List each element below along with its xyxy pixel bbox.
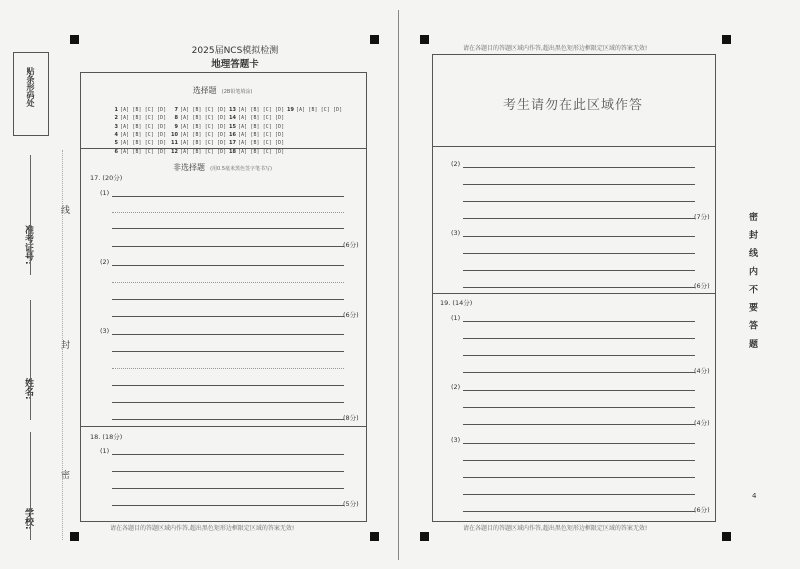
choice-title-row [80,78,365,97]
seal-line-char: 密 [59,470,69,479]
answer-line [463,218,695,219]
choice-options[interactable]: [A] [B] [C] [D] [238,116,285,122]
right-margin-seal-text: 密 封 线 内 不 要 答 题 [747,212,757,351]
q19-label: 19. (14分) [440,299,473,307]
answer-line [463,270,695,271]
answer-line [112,196,344,197]
divider [80,148,366,149]
q17-label: 17. (20分) [90,174,123,182]
answer-line [112,265,344,266]
answer-line [463,477,695,478]
q18-part2-label: (2) [451,160,461,168]
nonchoice-note: (用0.5毫米黑色签字笔书写) [210,166,272,172]
fold-line [398,10,399,560]
choice-item[interactable] [170,138,226,157]
answer-line [463,338,695,339]
school-label: 学校: [23,508,33,530]
answer-line [112,368,344,369]
answer-line [463,443,695,444]
answer-line [463,355,695,356]
choice-number: 19 [287,107,294,113]
exam-title: 2025届NCS模拟检测 [191,46,279,56]
registration-mark [370,35,379,44]
q18-part3-label: (3) [451,229,461,237]
choice-options[interactable]: [A] [B] [C] [D] [180,124,227,130]
choice-number: 5 [114,140,118,147]
exam-number-label: 准考证号: [23,225,33,265]
q19-part2-label: (2) [451,383,461,391]
q17-part1-label: (1) [100,189,110,197]
choice-note: (2B铅笔填涂) [221,89,253,95]
answer-line [112,282,344,283]
choice-options[interactable]: [A] [B] [C] [D] [180,149,227,155]
choice-options[interactable]: [A] [B] [C] [D] [238,108,285,113]
q19-part1-score: (4分) [694,367,710,375]
choice-number: 4 [114,131,118,138]
q19-part1-label: (1) [451,314,461,322]
choice-number: 17 [229,140,236,147]
choice-number: 3 [114,123,118,130]
choice-number: 14 [229,115,236,122]
choice-options[interactable]: [A] [B] [C] [D] [180,108,227,113]
answer-line [112,505,344,506]
choice-number: 1 [114,107,118,113]
answer-line [463,494,695,495]
seal-line-dashed [62,150,63,540]
nonchoice-title-row [80,155,365,174]
answer-line [463,184,695,185]
answer-line [112,454,344,455]
choice-item[interactable] [286,96,342,115]
choice-number: 16 [229,131,236,138]
answer-line [463,511,695,512]
answer-line [112,402,344,403]
answer-line [463,321,695,322]
registration-mark [70,35,79,44]
q18-part2-score: (7分) [694,213,710,221]
answer-line [463,201,695,202]
choice-options[interactable]: [A] [B] [C] [D] [120,141,167,147]
seal-line-char: 线 [59,205,69,214]
q18-part1-score: (5分) [343,500,359,508]
q18-label: 18. (18分) [90,433,123,441]
q17-part2-label: (2) [100,258,110,266]
q17-part3-score: (8分) [343,414,359,422]
choice-number: 6 [114,148,118,155]
answer-line [112,471,344,472]
barcode-label: 贴条形码处 [26,67,35,107]
choice-item[interactable] [110,138,166,157]
divider [80,426,366,427]
choice-number: 8 [174,115,178,122]
choice-number: 13 [229,107,236,113]
q19-part3-label: (3) [451,436,461,444]
answer-line [463,236,695,237]
choice-item[interactable] [228,138,284,157]
barcode-box [13,52,49,136]
page-number: 4 [752,492,757,500]
choice-number: 18 [229,148,236,155]
registration-mark [722,35,731,44]
choice-number: 15 [229,123,236,130]
choice-options[interactable]: [A] [B] [C] [D] [120,108,167,113]
answer-line [463,253,695,254]
choice-options[interactable]: [A] [B] [C] [D] [180,141,227,147]
choice-options[interactable]: [A] [B] [C] [D] [120,116,167,122]
q18-part3-score: (6分) [694,282,710,290]
registration-mark [70,532,79,541]
school-line [30,432,31,540]
answer-line [112,385,344,386]
warning-right-top: 请在各题目的答题区域内作答,超出黑色矩形边框限定区域的答案无效! [463,45,648,52]
q18-part1-label: (1) [100,447,110,455]
name-label: 姓名: [23,378,33,400]
name-line [30,300,31,420]
answer-line [463,424,695,425]
answer-line [112,419,344,420]
no-answer-zone-text: 考生请勿在此区域作答 [502,98,643,113]
nonchoice-title: 非选择题 [173,163,206,172]
answer-line [112,488,344,489]
warning-right-bottom: 请在各题目的答题区域内作答,超出黑色矩形边框限定区域的答案无效! [463,525,648,532]
answer-line [112,228,344,229]
q17-part2-score: (6分) [343,311,359,319]
divider [432,293,715,294]
choice-options[interactable]: [A] [B] [C] [D] [120,132,167,138]
choice-number: 9 [174,123,178,130]
answer-line [112,212,344,213]
answer-line [463,460,695,461]
choice-options[interactable]: [A] [B] [C] [D] [180,116,227,122]
answer-line [112,351,344,352]
choice-number: 10 [171,131,178,138]
seal-line-char: 封 [59,340,69,349]
answer-line [463,407,695,408]
q19-part2-score: (4分) [694,419,710,427]
choice-number: 11 [171,140,178,147]
choice-options[interactable]: [A] [B] [C] [D] [120,149,167,155]
choice-options[interactable]: [A] [B] [C] [D] [238,132,285,138]
registration-mark [370,532,379,541]
choice-options[interactable]: [A] [B] [C] [D] [120,124,167,130]
choice-options[interactable]: [A] [B] [C] [D] [296,108,343,113]
q17-part3-label: (3) [100,327,110,335]
answer-line [112,316,344,317]
divider [432,146,715,147]
q17-part1-score: (6分) [343,241,359,249]
answer-line [112,334,344,335]
registration-mark [722,532,731,541]
choice-number: 12 [171,148,178,155]
answer-line [112,246,344,247]
choice-options[interactable]: [A] [B] [C] [D] [180,132,227,138]
registration-mark [420,532,429,541]
choice-title: 选择题 [192,86,217,95]
registration-mark [420,35,429,44]
card-title: 地理答题卡 [211,59,259,70]
answer-line [463,372,695,373]
answer-line [463,287,695,288]
choice-options[interactable]: [A] [B] [C] [D] [238,149,285,155]
answer-line [112,299,344,300]
choice-options[interactable]: [A] [B] [C] [D] [238,124,285,130]
q19-part3-score: (6分) [694,506,710,514]
warning-left: 请在各题目的答题区域内作答,超出黑色矩形边框限定区域的答案无效! [110,525,295,532]
choice-number: 7 [174,107,178,113]
answer-line [463,390,695,391]
right-answer-area [432,54,716,522]
choice-options[interactable]: [A] [B] [C] [D] [238,141,285,147]
choice-number: 2 [114,115,118,122]
answer-line [463,167,695,168]
exam-number-line [30,155,31,275]
